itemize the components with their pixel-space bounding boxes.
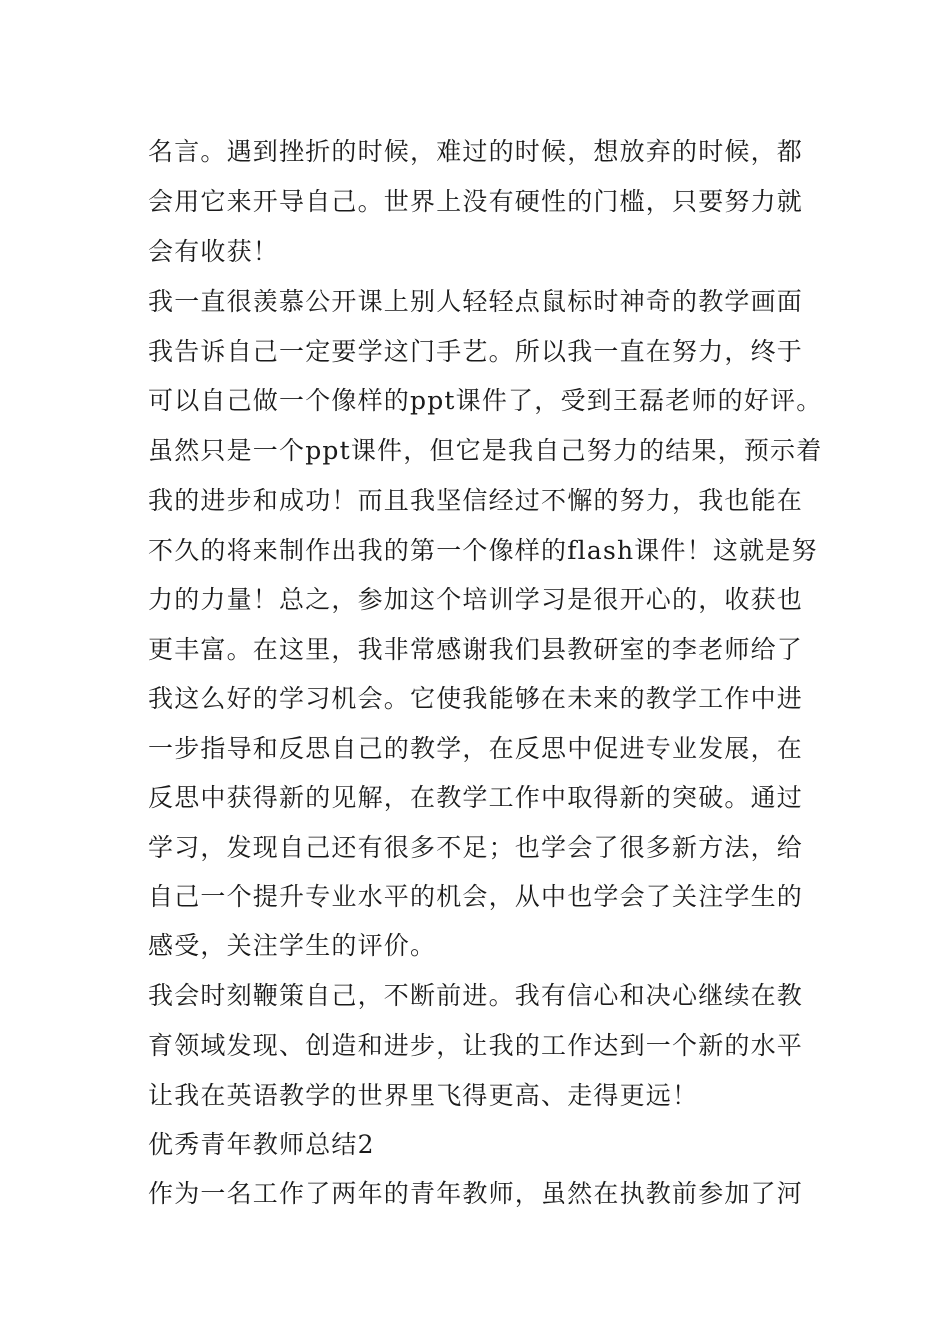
text-line: 会有收获！ — [148, 237, 280, 266]
text-line: 可以自己做一个像样的ppt课件了，受到王磊老师的好评。 — [148, 386, 823, 415]
text-line: 我一直很羡慕公开课上别人轻轻点鼠标时神奇的教学画面 — [148, 287, 804, 316]
text-line: 反思中获得新的见解，在教学工作中取得新的突破。通过 — [148, 783, 804, 812]
text-line: 力的力量！总之，参加这个培训学习是很开心的，收获也 — [148, 585, 804, 614]
text-line: 育领域发现、创造和进步，让我的工作达到一个新的水平 — [148, 1031, 804, 1060]
text-line: 我会时刻鞭策自己，不断前进。我有信心和决心继续在教 — [148, 981, 804, 1010]
text-line: 不久的将来制作出我的第一个像样的flash课件！这就是努 — [148, 536, 818, 565]
text-line: 感受，关注学生的评价。 — [148, 931, 437, 960]
text-line: 自己一个提升专业水平的机会，从中也学会了关注学生的 — [148, 882, 804, 911]
text-line: 会用它来开导自己。世界上没有硬性的门槛，只要努力就 — [148, 187, 804, 216]
text-line: 一步指导和反思自己的教学，在反思中促进专业发展，在 — [148, 734, 804, 763]
text-line: 更丰富。在这里，我非常感谢我们县教研室的李老师给了 — [148, 635, 804, 664]
text-line: 让我在英语教学的世界里飞得更高、走得更远！ — [148, 1081, 699, 1110]
text-line: 学习，发现自己还有很多不足；也学会了很多新方法，给 — [148, 833, 804, 862]
text-line: 作为一名工作了两年的青年教师，虽然在执教前参加了河 — [148, 1179, 804, 1208]
text-line: 虽然只是一个ppt课件，但它是我自己努力的结果，预示着 — [148, 436, 823, 465]
text-line: 我的进步和成功！而且我坚信经过不懈的努力，我也能在 — [148, 486, 804, 515]
section-heading: 优秀青年教师总结2 — [148, 1130, 375, 1159]
text-line: 名言。遇到挫折的时候，难过的时候，想放弃的时候，都 — [148, 137, 804, 166]
text-line: 我告诉自己一定要学这门手艺。所以我一直在努力，终于 — [148, 337, 804, 366]
text-line: 我这么好的学习机会。它使我能够在未来的教学工作中进 — [148, 684, 804, 713]
